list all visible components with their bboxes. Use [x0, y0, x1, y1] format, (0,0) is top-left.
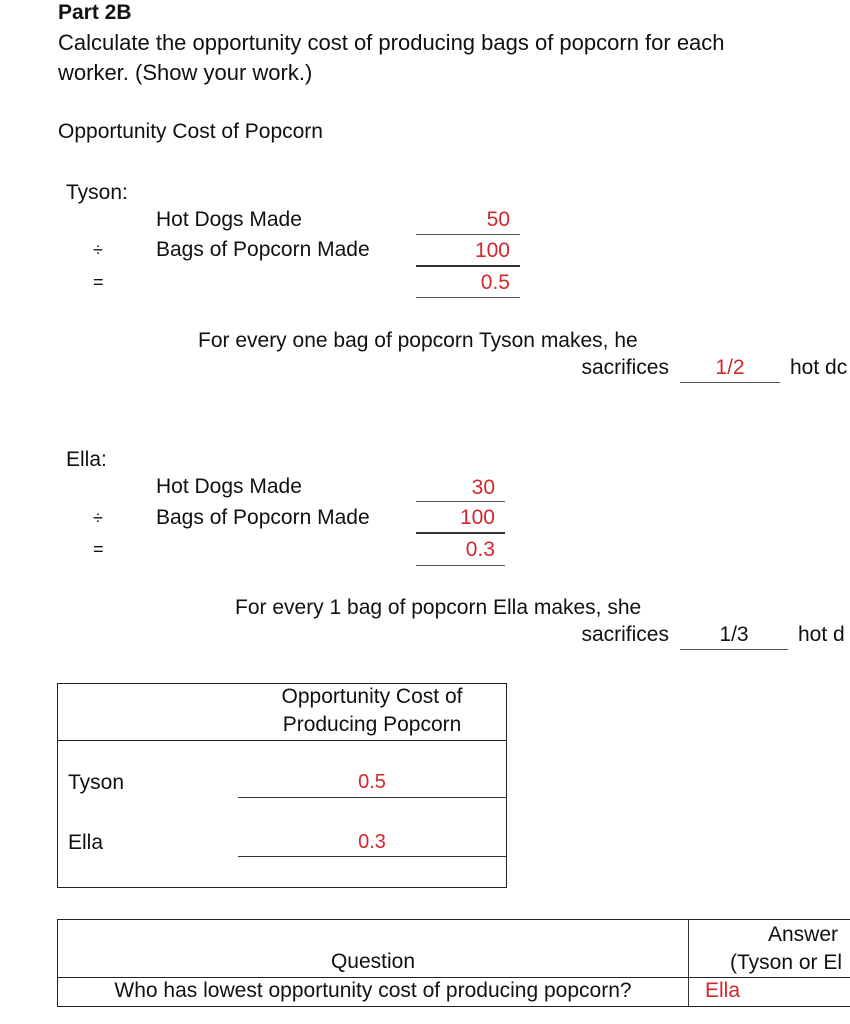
tyson-sentence-line1: For every one bag of popcorn Tyson makes, he — [198, 329, 638, 352]
question-table — [57, 919, 850, 1007]
ella-name: Ella: — [66, 448, 107, 471]
tyson-trailing-text: hot dc — [790, 356, 848, 379]
question-header-divider — [58, 977, 850, 978]
tyson-answer-line — [680, 382, 780, 383]
ella-answer-line — [680, 649, 788, 650]
summary-header-line2: Producing Popcorn — [282, 713, 462, 736]
summary-row-tyson-line — [238, 797, 506, 798]
instructions-line2: worker. (Show your work.) — [58, 60, 313, 85]
tyson-line-3 — [416, 297, 520, 298]
part-title: Part 2B — [58, 1, 132, 24]
tyson-sentence-line2: sacrifices — [581, 356, 669, 379]
tyson-popcorn-label: Bags of Popcorn Made — [156, 238, 370, 261]
section-title: Opportunity Cost of Popcorn — [58, 120, 323, 143]
ella-answer[interactable]: 1/3 — [719, 623, 749, 646]
tyson-line-1 — [416, 234, 520, 235]
ella-popcorn-value[interactable]: 100 — [459, 506, 495, 529]
ella-sentence-line1: For every 1 bag of popcorn Ella makes, she — [235, 596, 642, 619]
summary-header-line1: Opportunity Cost of — [281, 685, 463, 708]
tyson-divide-sign: ÷ — [93, 240, 103, 260]
ella-hotdogs-value[interactable]: 30 — [471, 476, 495, 499]
summary-row-tyson-value[interactable]: 0.5 — [358, 771, 386, 793]
summary-row-tyson-name: Tyson — [68, 771, 125, 794]
answer-header-line2: (Tyson or El — [730, 951, 843, 974]
tyson-answer[interactable]: 1/2 — [715, 356, 745, 379]
ella-hotdogs-label: Hot Dogs Made — [156, 475, 302, 498]
ella-line-2 — [416, 532, 505, 534]
ella-divide-sign: ÷ — [93, 508, 103, 528]
summary-header-divider — [58, 740, 506, 741]
ella-sentence-line2: sacrifices — [581, 623, 669, 646]
summary-row-ella-name: Ella — [68, 831, 104, 854]
ella-trailing-text: hot d — [798, 623, 845, 646]
summary-row-ella-line — [238, 856, 506, 857]
ella-equals-sign: = — [93, 539, 104, 559]
ella-line-1 — [416, 501, 505, 502]
tyson-line-2 — [416, 265, 520, 267]
ella-result-value[interactable]: 0.3 — [465, 538, 495, 561]
question-header: Question — [330, 950, 416, 973]
ella-line-3 — [416, 565, 505, 566]
tyson-result-value[interactable]: 0.5 — [480, 271, 510, 294]
answer-value[interactable]: Ella — [705, 979, 741, 1002]
tyson-hotdogs-label: Hot Dogs Made — [156, 208, 302, 231]
tyson-popcorn-value[interactable]: 100 — [474, 239, 510, 262]
ella-popcorn-label: Bags of Popcorn Made — [156, 506, 370, 529]
answer-header-line1: Answer — [767, 923, 839, 946]
instructions-line1: Calculate the opportunity cost of producing bags of popcorn for each — [58, 30, 725, 55]
question-text: Who has lowest opportunity cost of producing popcorn? — [114, 979, 632, 1002]
question-table-divider — [688, 920, 689, 1006]
tyson-equals-sign: = — [93, 272, 104, 292]
summary-row-ella-value[interactable]: 0.3 — [358, 831, 386, 853]
tyson-hotdogs-value[interactable]: 50 — [486, 208, 510, 231]
tyson-name: Tyson: — [66, 181, 128, 204]
summary-table — [57, 683, 507, 888]
